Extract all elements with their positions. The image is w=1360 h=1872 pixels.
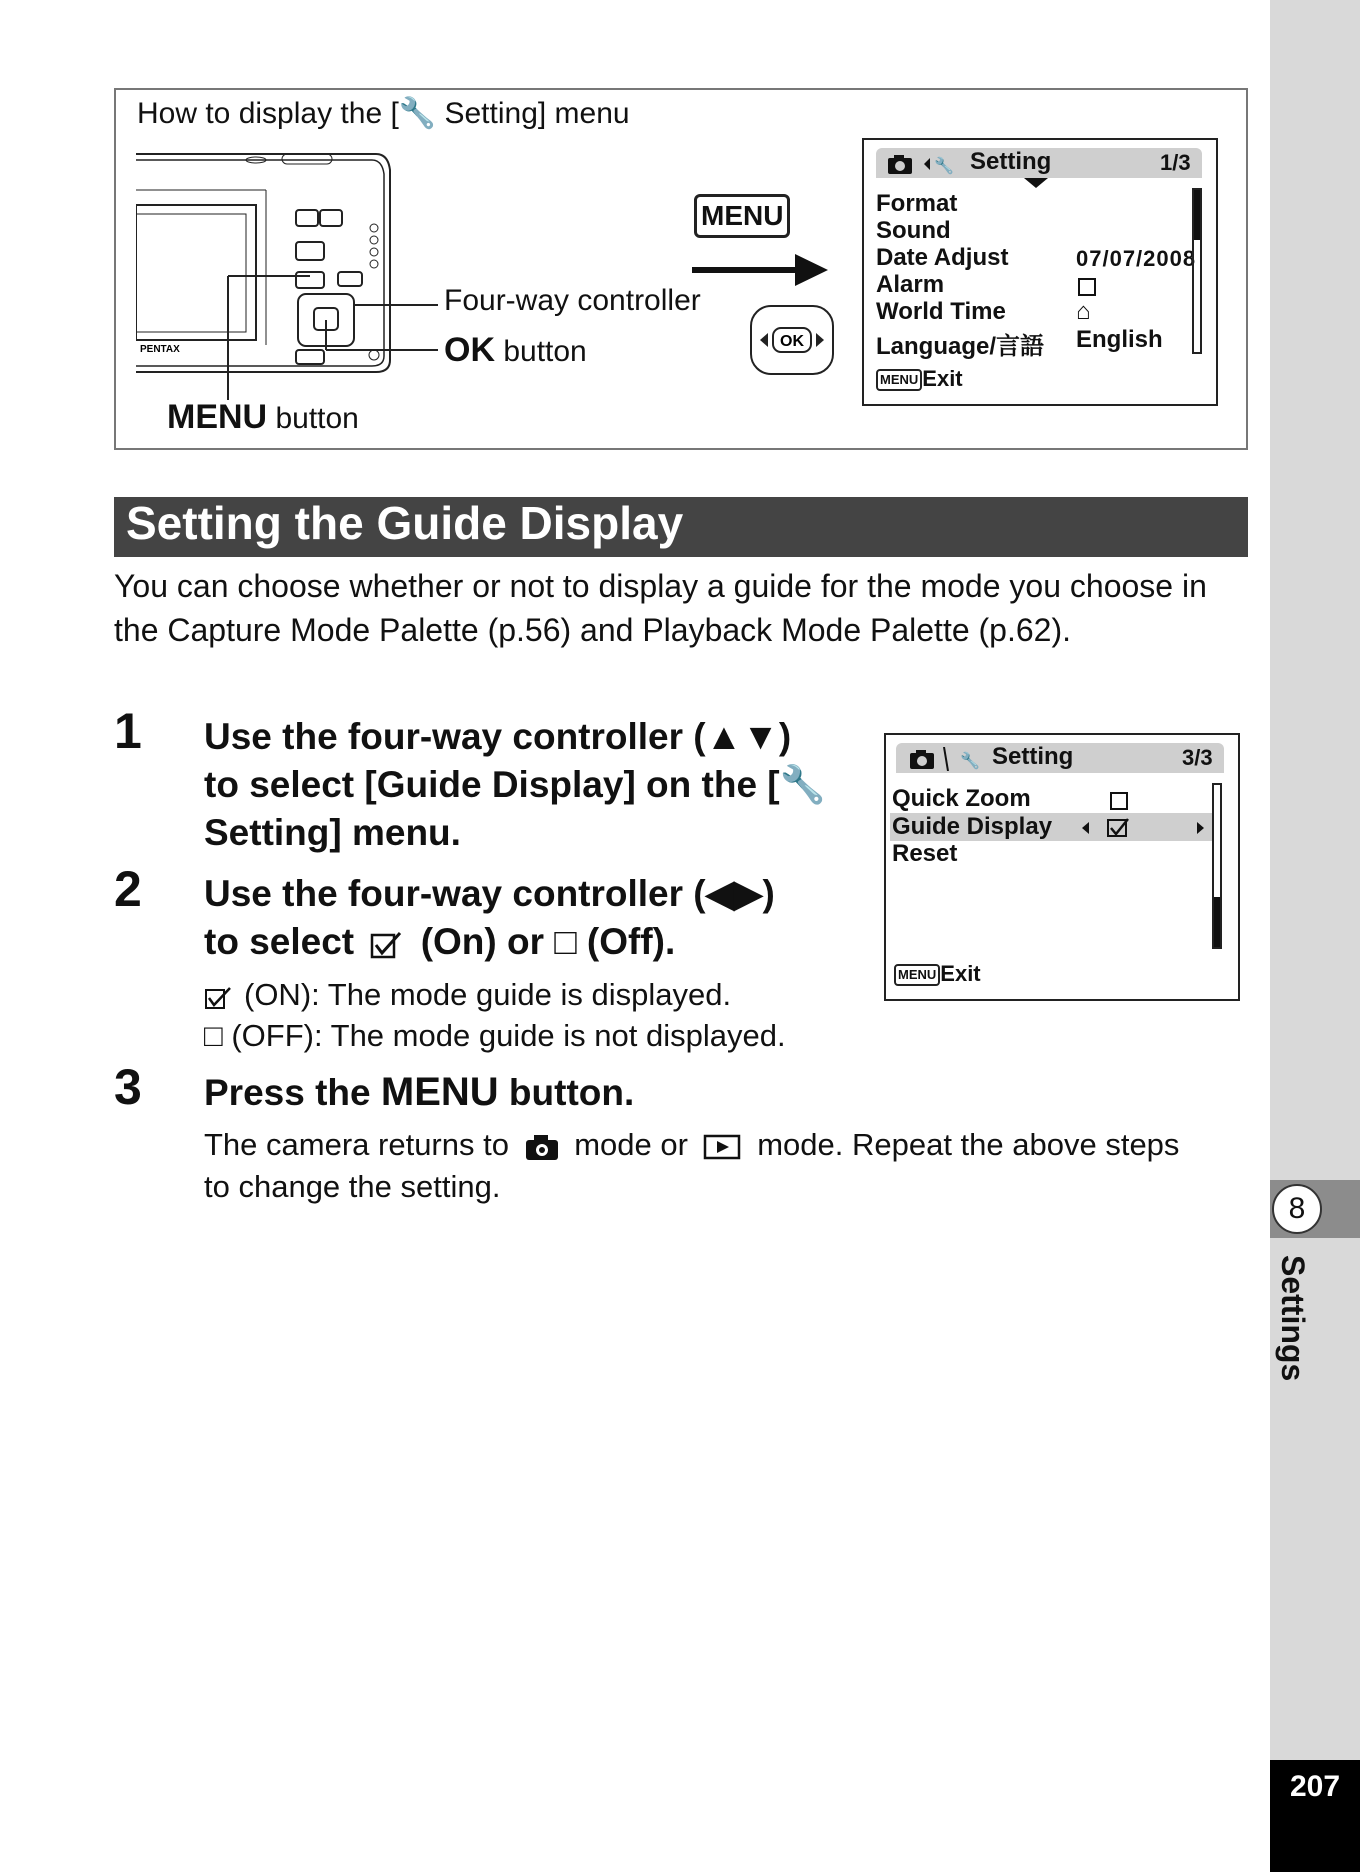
svg-text:🔧: 🔧: [960, 751, 980, 770]
callout-lines: [396, 295, 446, 355]
quick-zoom-off-checkbox: [1110, 792, 1128, 810]
playback-mode-icon: [703, 1133, 743, 1161]
lcd1-scrollbar: [1192, 188, 1202, 354]
step-1-line-3: Setting] menu.: [204, 812, 461, 853]
menu-key-icon: MENU: [694, 194, 790, 238]
lcd2-tab-label: Setting: [992, 743, 1074, 770]
menu-button-label: MENU button: [167, 398, 359, 436]
svg-text:🔧: 🔧: [934, 156, 954, 175]
intro-text: You can choose whether or not to display a guide for the mode you choose in the Capture Mode Palette (p.56) and Playback Mode Palette (p.62).: [114, 568, 1207, 648]
camera-tab-icon: [900, 747, 990, 771]
howto-title: How to display the [🔧 Setting] menu: [137, 97, 630, 130]
lcd1-item-format: Format: [876, 190, 958, 217]
step-1-line-1: Use the four-way controller (▲▼): [204, 716, 792, 757]
step-1-number: 1: [114, 703, 142, 759]
guide-display-on-value: [1082, 817, 1212, 839]
lcd2-scrollbar: [1212, 783, 1222, 949]
lcd2-exit: MENU Exit: [894, 961, 981, 987]
step-3-number: 3: [114, 1059, 142, 1115]
lcd2-item-quick-zoom: Quick Zoom: [892, 785, 1031, 812]
step-3-body-line-2: to change the setting.: [204, 1169, 501, 1204]
section-title: Setting the Guide Display: [126, 497, 684, 549]
lcd1-item-date-adjust: Date Adjust: [876, 244, 1009, 271]
checkbox-checked-icon: [370, 929, 404, 959]
lcd1-page: 1/3: [1160, 150, 1191, 175]
step-1-line-2: to select [Guide Display] on the [🔧: [204, 764, 826, 805]
lcd1-item-alarm: Alarm: [876, 271, 945, 298]
lcd1-language-value: English: [1076, 326, 1163, 353]
ok-button-label: OK button: [444, 331, 587, 369]
step-3-text: Press the MENU button.: [204, 1070, 635, 1114]
chapter-label: Settings: [1275, 1255, 1311, 1382]
checkbox-checked-icon: [204, 984, 234, 1010]
ok-controller-icon: [748, 303, 836, 377]
step-2-line-1: Use the four-way controller (◀▶): [204, 873, 775, 914]
lcd2-item-guide-display: Guide Display: [892, 813, 1053, 840]
lcd1-date-value: 07/07/2008: [1076, 246, 1197, 271]
side-strip: [1270, 0, 1360, 1872]
lcd1-item-language: Language/言語: [876, 333, 1045, 360]
setting-menu-screen-1: [862, 138, 1218, 406]
page-number: 207: [1289, 1770, 1341, 1803]
camera-mode-icon: [524, 1133, 560, 1161]
menu-key-small-icon: MENU: [894, 964, 940, 986]
svg-text:PENTAX: PENTAX: [140, 344, 180, 355]
step-3-body-line-1: The camera returns to mode or mode. Repeat the above steps: [204, 1127, 1180, 1162]
alarm-off-checkbox: [1078, 278, 1096, 296]
step-2-note-off: □ (OFF): The mode guide is not displayed.: [204, 1018, 786, 1053]
lcd1-exit: MENU Exit: [876, 366, 963, 392]
svg-text:OK: OK: [780, 333, 804, 350]
home-icon: ⌂: [1076, 298, 1091, 325]
lcd1-tab-label: Setting: [970, 148, 1052, 175]
lcd1-item-world-time: World Time: [876, 298, 1006, 325]
step-2-note-on: (ON): The mode guide is displayed.: [204, 974, 731, 1016]
setting-menu-screen-3: [884, 733, 1240, 1001]
menu-key-small-icon: MENU: [876, 369, 922, 391]
chapter-number: 8: [1272, 1184, 1322, 1234]
lcd1-item-sound: Sound: [876, 217, 951, 244]
camera-back-illustration: [136, 150, 396, 400]
lcd2-page: 3/3: [1182, 745, 1213, 770]
lcd2-item-reset: Reset: [892, 840, 958, 867]
down-caret-icon: [1024, 178, 1048, 190]
step-2-number: 2: [114, 861, 142, 917]
camera-tab-icon: [880, 152, 980, 176]
step-2-line-2: to select (On) or □ (Off).: [204, 921, 676, 962]
four-way-controller-label: Four-way controller: [444, 284, 701, 317]
arrow-right-icon: [690, 250, 830, 290]
